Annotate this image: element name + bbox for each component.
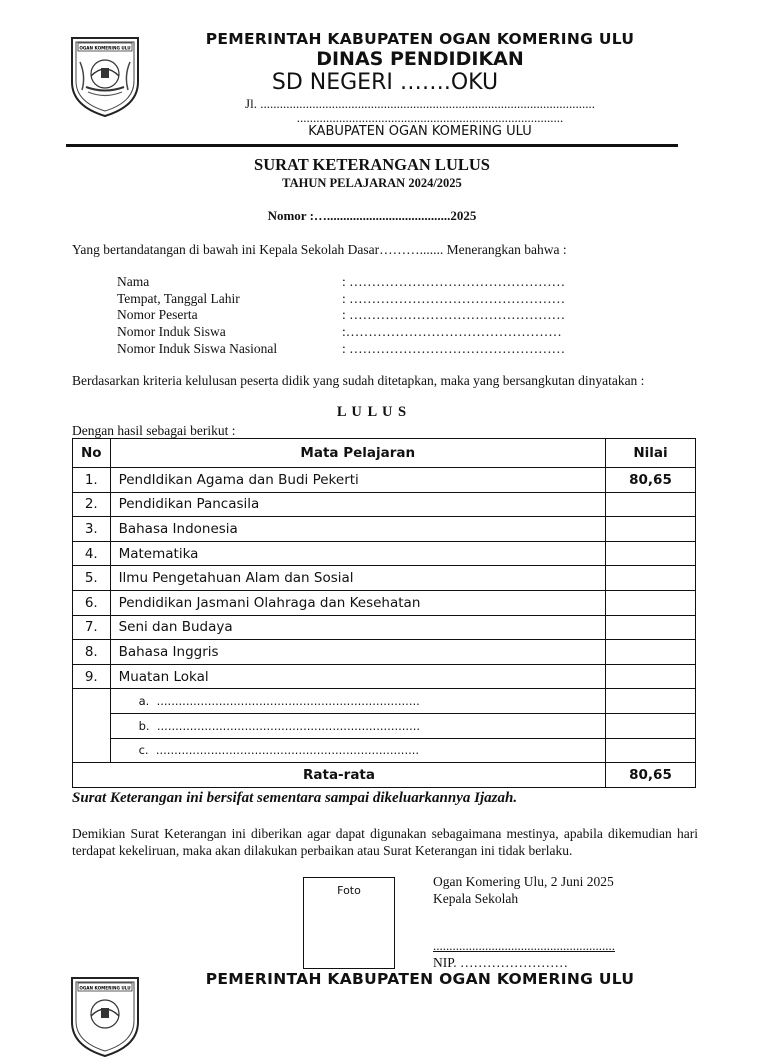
row-no: 3. <box>73 517 111 542</box>
sub-letter: a. <box>138 694 150 709</box>
table-row <box>73 664 696 689</box>
table-row <box>73 492 696 517</box>
info-value: : ………………………………………… <box>342 341 566 356</box>
footer-kop-government: PEMERINTAH KABUPATEN OGAN KOMERING ULU <box>205 970 635 988</box>
row-subject: Pendidikan Pancasila <box>110 492 605 517</box>
signature-name-line: ........................................................ <box>433 938 615 953</box>
academic-year: TAHUN PELAJARAN 2024/2025 <box>282 176 462 190</box>
criteria-text: Berdasarkan kriteria kelulusan peserta didik yang sudah ditetapkan, maka yang bersangkutan dinyatakan : <box>72 373 645 388</box>
row-score <box>606 615 696 640</box>
info-value: : ………………………………………… <box>342 274 566 289</box>
local-content-b <box>110 713 605 738</box>
row-no: 9. <box>73 664 111 689</box>
row-score-empty <box>606 689 696 714</box>
table-subrow <box>73 713 696 738</box>
kop-government: PEMERINTAH KABUPATEN OGAN KOMERING ULU <box>205 30 635 48</box>
row-no: 5. <box>73 566 111 591</box>
table-average-row <box>73 763 696 788</box>
info-label: Nama <box>117 274 150 289</box>
sub-text: ........................................................................ <box>156 718 421 733</box>
signature-place-date: Ogan Komering Ulu, 2 Juni 2025 <box>433 874 614 889</box>
row-score <box>606 640 696 665</box>
row-no-empty <box>73 689 111 714</box>
signature-position: Kepala Sekolah <box>433 891 519 906</box>
graduation-status: L U L U S <box>336 404 408 420</box>
table-row <box>73 566 696 591</box>
row-no: 8. <box>73 640 111 665</box>
kop-school-name: SD NEGERI …….OKU <box>271 70 499 95</box>
row-score: 80,65 <box>606 468 696 493</box>
row-subject: Bahasa Inggris <box>110 640 605 665</box>
closing-text: Demikian Surat Keterangan ini diberikan agar dapat digunakan sebagaimana mestinya, apabila dikemudian hari terdapat kekeliruan, maka akan dilakukan perbaikan atau Surat Keterangan ini tidak berlaku. <box>72 826 698 858</box>
kop-address-line2: .................................................................................. <box>296 110 564 125</box>
row-no-empty <box>73 713 111 738</box>
svg-text:OGAN KOMERING ULU: OGAN KOMERING ULU <box>79 985 131 991</box>
row-subject: Bahasa Indonesia <box>110 517 605 542</box>
row-score <box>606 492 696 517</box>
regency-logo-footer <box>66 972 144 1058</box>
local-content-a <box>110 689 605 714</box>
row-subject: Ilmu Pengetahuan Alam dan Sosial <box>110 566 605 591</box>
local-content-c <box>110 738 605 763</box>
row-subject: Muatan Lokal <box>110 664 605 689</box>
average-value: 80,65 <box>606 763 696 788</box>
info-label: Tempat, Tanggal Lahir <box>117 291 240 306</box>
info-value: : ………………………………………… <box>342 291 566 306</box>
row-subject: Matematika <box>110 541 605 566</box>
table-row <box>73 517 696 542</box>
row-score <box>606 566 696 591</box>
sub-letter: c. <box>138 743 149 758</box>
header-subject: Mata Pelajaran <box>110 439 605 468</box>
row-subject: Pendidikan Jasmani Olahraga dan Kesehatan <box>110 590 605 615</box>
header-score: Nilai <box>606 439 696 468</box>
kop-address-line1: Jl. ....................................................................................................... <box>245 96 595 111</box>
document-title: SURAT KETERANGAN LULUS <box>254 155 490 174</box>
result-intro: Dengan hasil sebagai berikut : <box>72 423 236 438</box>
row-no: 2. <box>73 492 111 517</box>
sub-letter: b. <box>138 718 150 733</box>
info-label: Nomor Peserta <box>117 307 198 322</box>
document-number: Nomor :…......................................2025 <box>267 208 477 223</box>
info-value: : ………………………………………… <box>342 307 566 322</box>
row-no: 6. <box>73 590 111 615</box>
row-no: 4. <box>73 541 111 566</box>
info-label: Nomor Induk Siswa <box>117 324 226 339</box>
svg-text:OGAN KOMERING ULU: OGAN KOMERING ULU <box>79 45 131 51</box>
photo-box <box>303 877 395 969</box>
row-score <box>606 590 696 615</box>
row-score <box>606 517 696 542</box>
row-no-empty <box>73 738 111 763</box>
row-subject: Seni dan Budaya <box>110 615 605 640</box>
row-subject: PendIdikan Agama dan Budi Pekerti <box>110 468 605 493</box>
row-score-empty <box>606 713 696 738</box>
header-no: No <box>73 439 111 468</box>
info-value: :………………………………………… <box>342 324 562 339</box>
regency-logo <box>66 32 144 118</box>
table-subrow <box>73 689 696 714</box>
table-row <box>73 640 696 665</box>
kop-department: DINAS PENDIDIKAN <box>316 48 524 70</box>
sub-text: ........................................................................ <box>155 743 420 758</box>
table-row <box>73 615 696 640</box>
info-label: Nomor Induk Siswa Nasional <box>117 341 278 356</box>
table-header-row <box>73 439 696 468</box>
photo-label: Foto <box>337 884 361 897</box>
grades-table <box>72 438 696 788</box>
row-score-empty <box>606 738 696 763</box>
average-label: Rata-rata <box>73 763 606 788</box>
table-row <box>73 590 696 615</box>
kop-regency: KABUPATEN OGAN KOMERING ULU <box>308 124 532 139</box>
row-no: 7. <box>73 615 111 640</box>
table-subrow <box>73 738 696 763</box>
row-no: 1. <box>73 468 111 493</box>
table-row <box>73 468 696 493</box>
table-row <box>73 541 696 566</box>
sub-text: ........................................................................ <box>156 694 420 709</box>
row-score <box>606 541 696 566</box>
kop-divider <box>66 144 678 147</box>
signature-nip: NIP. …………………… <box>433 955 569 970</box>
row-score <box>606 664 696 689</box>
intro-text: Yang bertandatangan di bawah ini Kepala Sekolah Dasar………....... Menerangkan bahwa : <box>72 242 567 257</box>
temporary-note: Surat Keterangan ini bersifat sementara sampai dikeluarkannya Ijazah. <box>72 790 518 806</box>
